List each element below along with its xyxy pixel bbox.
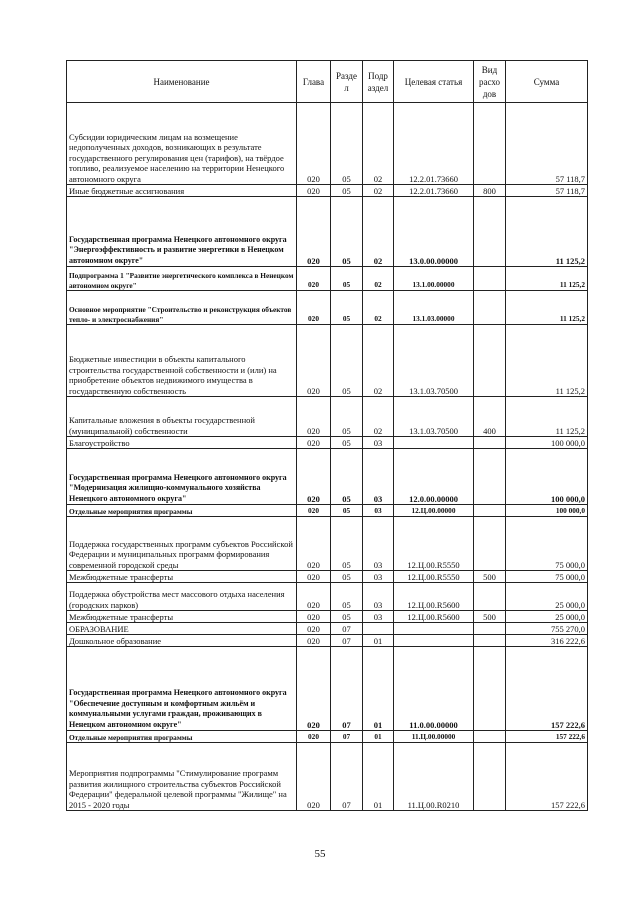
row-name: Капитальные вложения в объекты государственной (муниципальной) собственности (67, 397, 297, 437)
row-glava: 020 (297, 291, 331, 325)
row-sum: 57 118,7 (506, 103, 588, 185)
row-razdel: 05 (331, 517, 363, 571)
table-header-row (67, 61, 588, 103)
row-sum: 100 000,0 (506, 505, 588, 517)
table-row (67, 197, 588, 267)
row-glava: 020 (297, 505, 331, 517)
row-glava: 020 (297, 731, 331, 743)
row-glava: 020 (297, 647, 331, 731)
row-glava: 020 (297, 185, 331, 197)
row-target: 13.1.03.00000 (394, 291, 474, 325)
row-target: 12.2.01.73660 (394, 103, 474, 185)
header-vid: Вид расхо дов (474, 61, 506, 103)
table-row (67, 267, 588, 291)
row-razdel: 05 (331, 571, 363, 583)
row-sum: 11 125,2 (506, 267, 588, 291)
row-glava: 020 (297, 623, 331, 635)
row-sum: 75 000,0 (506, 571, 588, 583)
row-target: 12.Ц.00.00000 (394, 505, 474, 517)
row-target: 11.0.00.00000 (394, 647, 474, 731)
table-row (67, 437, 588, 449)
header-podrazdel: Подр аздел (363, 61, 394, 103)
row-glava: 020 (297, 103, 331, 185)
header-glava: Глава (297, 61, 331, 103)
row-sum: 25 000,0 (506, 611, 588, 623)
row-razdel: 07 (331, 635, 363, 647)
row-name: Межбюджетные трансферты (67, 611, 297, 623)
header-sum: Сумма (506, 61, 588, 103)
row-name: Дошкольное образование (67, 635, 297, 647)
row-glava: 020 (297, 743, 331, 811)
row-podrazdel: 02 (363, 185, 394, 197)
table-row (67, 103, 588, 185)
row-vid: 500 (474, 571, 506, 583)
row-podrazdel: 03 (363, 571, 394, 583)
row-razdel: 05 (331, 611, 363, 623)
row-razdel: 05 (331, 267, 363, 291)
row-target: 12.Ц.00.R5600 (394, 583, 474, 611)
table-row (67, 731, 588, 743)
row-name: Бюджетные инвестиции в объекты капитального строительства государственной собственности и (или) на приобретение объектов недвижимого имущества в государственную собственность (67, 325, 297, 397)
row-name: Субсидии юридическим лицам на возмещение недополученных доходов, возникающих в результате государственного регулирования цен (тарифов), на твёрдое топливо, реализуемое населению на территории Ненецкого автономного округа (67, 103, 297, 185)
row-vid (474, 731, 506, 743)
row-name: Государственная программа Ненецкого автономного округа "Обеспечение доступным и комфортным жильём и коммунальными услугами граждан, проживающих в Ненецком автономном округе" (67, 647, 297, 731)
row-glava: 020 (297, 571, 331, 583)
row-name: Межбюджетные трансферты (67, 571, 297, 583)
table-row (67, 571, 588, 583)
row-podrazdel: 02 (363, 291, 394, 325)
row-sum: 157 222,6 (506, 731, 588, 743)
row-vid (474, 647, 506, 731)
budget-table (66, 60, 588, 811)
row-target: 12.Ц.00.R5550 (394, 571, 474, 583)
row-vid (474, 437, 506, 449)
row-sum: 11 125,2 (506, 197, 588, 267)
row-razdel: 05 (331, 291, 363, 325)
row-razdel: 05 (331, 197, 363, 267)
row-vid (474, 325, 506, 397)
row-podrazdel: 01 (363, 731, 394, 743)
row-name: Благоустройство (67, 437, 297, 449)
row-razdel: 07 (331, 647, 363, 731)
row-sum: 11 125,2 (506, 291, 588, 325)
row-vid: 400 (474, 397, 506, 437)
row-target: 12.0.00.00000 (394, 449, 474, 505)
row-razdel: 07 (331, 743, 363, 811)
page-number: 55 (314, 848, 326, 860)
row-sum: 100 000,0 (506, 437, 588, 449)
row-razdel: 05 (331, 583, 363, 611)
row-vid (474, 583, 506, 611)
row-razdel: 05 (331, 185, 363, 197)
row-podrazdel: 01 (363, 635, 394, 647)
row-target: 12.Ц.00.R5600 (394, 611, 474, 623)
row-glava: 020 (297, 583, 331, 611)
row-razdel: 05 (331, 437, 363, 449)
row-sum: 316 222,6 (506, 635, 588, 647)
table-row (67, 397, 588, 437)
row-target (394, 623, 474, 635)
row-sum: 157 222,6 (506, 743, 588, 811)
row-vid (474, 743, 506, 811)
row-sum: 100 000,0 (506, 449, 588, 505)
row-razdel: 05 (331, 325, 363, 397)
row-podrazdel: 03 (363, 583, 394, 611)
row-vid (474, 505, 506, 517)
table-row (67, 583, 588, 611)
row-name: Государственная программа Ненецкого автономного округа "Модернизация жилищно-коммунального хозяйства Ненецкого автономного округа" (67, 449, 297, 505)
table-row (67, 505, 588, 517)
row-name: Поддержка государственных программ субъектов Российской Федерации и муниципальных программ формирования современной городской среды (67, 517, 297, 571)
row-sum: 755 270,0 (506, 623, 588, 635)
row-name: Отдельные мероприятия программы (67, 731, 297, 743)
row-vid (474, 517, 506, 571)
row-target: 11.Ц.00.R0210 (394, 743, 474, 811)
row-target: 13.1.03.70500 (394, 325, 474, 397)
row-podrazdel: 02 (363, 103, 394, 185)
row-razdel: 07 (331, 623, 363, 635)
table-row (67, 185, 588, 197)
row-target: 11.Ц.00.00000 (394, 731, 474, 743)
row-glava: 020 (297, 197, 331, 267)
row-razdel: 05 (331, 397, 363, 437)
header-razdel: Разде л (331, 61, 363, 103)
table-row (67, 291, 588, 325)
row-glava: 020 (297, 611, 331, 623)
row-glava: 020 (297, 267, 331, 291)
row-podrazdel: 01 (363, 647, 394, 731)
row-glava: 020 (297, 325, 331, 397)
row-sum: 75 000,0 (506, 517, 588, 571)
table-row (67, 623, 588, 635)
row-vid: 800 (474, 185, 506, 197)
row-razdel: 05 (331, 449, 363, 505)
row-sum: 11 125,2 (506, 325, 588, 397)
row-target: 13.0.00.00000 (394, 197, 474, 267)
row-razdel: 07 (331, 731, 363, 743)
row-name: Подпрограмма 1 "Развитие энергетического комплекса в Ненецком автономном округе" (67, 267, 297, 291)
row-vid (474, 449, 506, 505)
row-target: 12.2.01.73660 (394, 185, 474, 197)
row-name: Иные бюджетные ассигнования (67, 185, 297, 197)
row-target (394, 635, 474, 647)
table-row (67, 517, 588, 571)
row-podrazdel (363, 623, 394, 635)
row-vid (474, 291, 506, 325)
row-vid (474, 635, 506, 647)
row-vid: 500 (474, 611, 506, 623)
header-target: Целевая статья (394, 61, 474, 103)
table-row (67, 635, 588, 647)
row-name: Мероприятия подпрограммы "Стимулирование программ развития жилищного строительства субъектов Российской Федерации" федеральной целевой программы "Жилище" на 2015 - 2020 годы (67, 743, 297, 811)
row-vid (474, 197, 506, 267)
row-name: Поддержка обустройства мест массового отдыха населения (городских парков) (67, 583, 297, 611)
table-row (67, 611, 588, 623)
row-podrazdel: 03 (363, 437, 394, 449)
row-vid (474, 623, 506, 635)
row-glava: 020 (297, 635, 331, 647)
row-name: Отдельные мероприятия программы (67, 505, 297, 517)
row-podrazdel: 03 (363, 611, 394, 623)
row-glava: 020 (297, 449, 331, 505)
row-name: Основное мероприятие "Строительство и реконструкция объектов тепло- и электроснабжения" (67, 291, 297, 325)
row-razdel: 05 (331, 103, 363, 185)
row-podrazdel: 01 (363, 743, 394, 811)
row-glava: 020 (297, 397, 331, 437)
row-sum: 57 118,7 (506, 185, 588, 197)
row-sum: 25 000,0 (506, 583, 588, 611)
row-name: Государственная программа Ненецкого автономного округа "Энергоэффективность и развитие энергетики в Ненецком автономном округе" (67, 197, 297, 267)
table-row (67, 449, 588, 505)
row-target: 13.1.00.00000 (394, 267, 474, 291)
header-name: Наименование (67, 61, 297, 103)
row-vid (474, 103, 506, 185)
row-vid (474, 267, 506, 291)
row-razdel: 05 (331, 505, 363, 517)
row-sum: 11 125,2 (506, 397, 588, 437)
row-podrazdel: 02 (363, 267, 394, 291)
row-target: 13.1.03.70500 (394, 397, 474, 437)
table-row (67, 647, 588, 731)
row-podrazdel: 03 (363, 449, 394, 505)
row-target (394, 437, 474, 449)
row-target: 12.Ц.00.R5550 (394, 517, 474, 571)
table-row (67, 743, 588, 811)
row-podrazdel: 02 (363, 397, 394, 437)
row-glava: 020 (297, 437, 331, 449)
row-podrazdel: 02 (363, 197, 394, 267)
row-podrazdel: 03 (363, 517, 394, 571)
row-name: ОБРАЗОВАНИЕ (67, 623, 297, 635)
row-sum: 157 222,6 (506, 647, 588, 731)
table-row (67, 325, 588, 397)
row-glava: 020 (297, 517, 331, 571)
row-podrazdel: 02 (363, 325, 394, 397)
row-podrazdel: 03 (363, 505, 394, 517)
